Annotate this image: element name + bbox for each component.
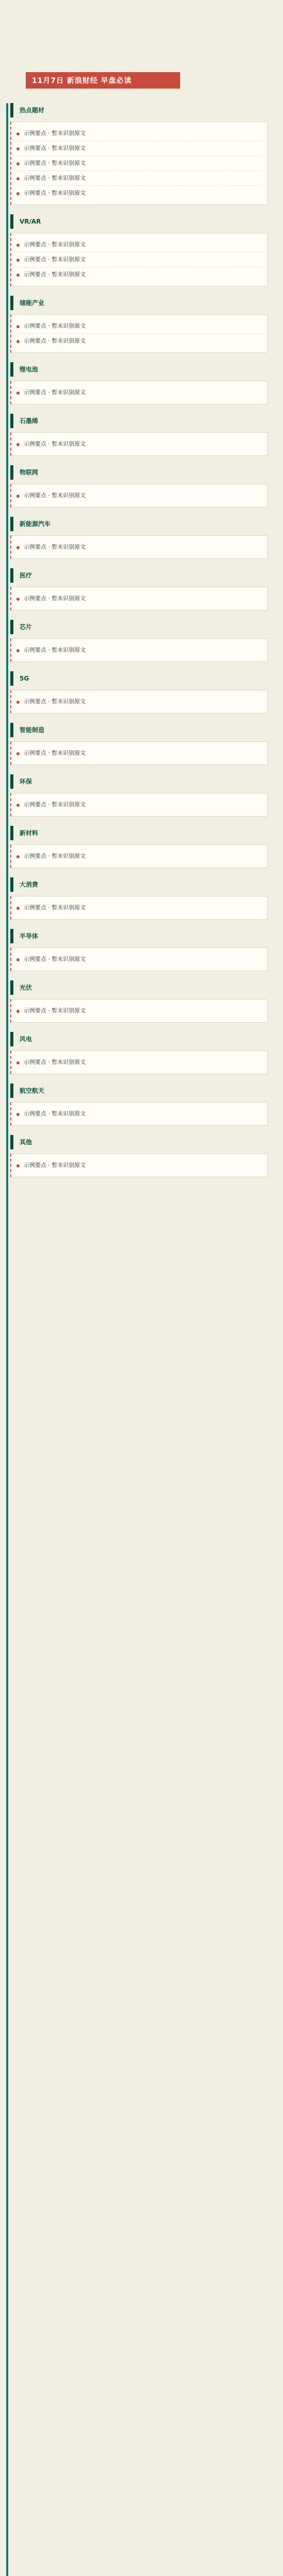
list-item-text: 示例要点 · 暂未识别原文: [24, 256, 86, 263]
list-item-text: 示例要点 · 暂未识别原文: [24, 389, 86, 396]
section-body: [10, 432, 268, 456]
list-item-text: 示例要点 · 暂未识别原文: [24, 323, 86, 329]
bullet-icon: [16, 598, 20, 601]
list-item-text: 示例要点 · 暂未识别原文: [24, 175, 86, 181]
list-item-text: 示例要点 · 暂未识别原文: [24, 595, 86, 602]
list-item-text: 示例要点 · 暂未识别原文: [24, 190, 86, 196]
list-item: [16, 252, 262, 267]
section-header: 储能产业: [10, 296, 50, 310]
section-body: [10, 896, 268, 920]
section-header: 5G: [10, 671, 35, 686]
bullet-icon: [16, 325, 20, 328]
list-item: [16, 901, 262, 915]
timeline-line: [6, 103, 8, 2576]
bullet-icon: [16, 443, 20, 446]
list-item: [16, 156, 262, 171]
section-header: 石墨烯: [10, 414, 44, 428]
bullet-icon: [16, 162, 20, 165]
section-header: 芯片: [10, 620, 38, 634]
section-header: 新材料: [10, 826, 44, 840]
section: [10, 1135, 268, 1177]
section-header: 航空航天: [10, 1083, 50, 1098]
section: [10, 671, 268, 714]
list-item-text: 示例要点 · 暂未识别原文: [24, 1110, 86, 1117]
list-item-text: 示例要点 · 暂未识别原文: [24, 956, 86, 962]
section-body: [10, 381, 268, 404]
section: [10, 1032, 268, 1074]
bullet-icon: [16, 274, 20, 277]
list-item: [16, 591, 262, 606]
bullet-icon: [16, 495, 20, 498]
page-title: 11月7日 新浪财经 早盘必读: [26, 72, 180, 89]
section: [10, 774, 268, 817]
list-item-text: 示例要点 · 暂未识别原文: [24, 1007, 86, 1014]
list-item: [16, 1158, 262, 1173]
section-body: [10, 1050, 268, 1074]
section: [10, 877, 268, 920]
section: [10, 826, 268, 868]
list-item-text: 示例要点 · 暂未识别原文: [24, 1162, 86, 1168]
section-body: [10, 1154, 268, 1177]
list-item-text: 示例要点 · 暂未识别原文: [24, 750, 86, 756]
section-body: [10, 947, 268, 971]
section: [10, 723, 268, 765]
section-body: [10, 741, 268, 765]
section-header: 环保: [10, 774, 38, 789]
bullet-icon: [16, 147, 20, 150]
section: [10, 929, 268, 971]
list-item-text: 示例要点 · 暂未识别原文: [24, 492, 86, 499]
list-item: [16, 385, 262, 400]
bullet-icon: [16, 546, 20, 549]
section-header: 风电: [10, 1032, 38, 1046]
section-body: [10, 484, 268, 507]
section-body: [10, 1102, 268, 1126]
section-body: [10, 638, 268, 662]
list-item: [16, 437, 262, 451]
list-item: [16, 186, 262, 200]
list-item: [16, 1055, 262, 1070]
list-item-text: 示例要点 · 暂未识别原文: [24, 241, 86, 248]
list-item: [16, 141, 262, 156]
list-item-text: 示例要点 · 暂未识别原文: [24, 698, 86, 705]
section-body: [10, 122, 268, 205]
list-item-text: 示例要点 · 暂未识别原文: [24, 440, 86, 447]
section: [10, 214, 268, 286]
bullet-icon: [16, 244, 20, 247]
list-item-text: 示例要点 · 暂未识别原文: [24, 544, 86, 550]
section-header: 大消费: [10, 877, 44, 892]
bullet-icon: [16, 192, 20, 195]
bullet-icon: [16, 1010, 20, 1013]
bullet-icon: [16, 855, 20, 858]
section-body: [10, 233, 268, 286]
list-item: [16, 238, 262, 252]
list-item-text: 示例要点 · 暂未识别原文: [24, 647, 86, 653]
bullet-icon: [16, 132, 20, 135]
list-item: [16, 171, 262, 186]
section-header: 新能源汽车: [10, 517, 57, 531]
section-header: 光伏: [10, 980, 38, 995]
bullet-icon: [16, 958, 20, 961]
bullet-icon: [16, 907, 20, 910]
bullet-icon: [16, 649, 20, 652]
list-item: [16, 126, 262, 141]
list-item: [16, 798, 262, 812]
bullet-icon: [16, 701, 20, 704]
section-header: 医疗: [10, 568, 38, 583]
list-item: [16, 267, 262, 282]
section-body: [10, 999, 268, 1023]
section: [10, 1083, 268, 1126]
bullet-icon: [16, 1113, 20, 1116]
section-header: 其他: [10, 1135, 38, 1149]
list-item: [16, 1107, 262, 1121]
bullet-icon: [16, 752, 20, 755]
list-item-text: 示例要点 · 暂未识别原文: [24, 160, 86, 166]
bullet-icon: [16, 1061, 20, 1064]
bullet-icon: [16, 177, 20, 180]
page-title-wrap: [0, 72, 283, 93]
section-header: 物联网: [10, 465, 44, 480]
list-item-text: 示例要点 · 暂未识别原文: [24, 337, 86, 344]
list-item: [16, 849, 262, 863]
list-item-text: 示例要点 · 暂未识别原文: [24, 801, 86, 808]
list-item-text: 示例要点 · 暂未识别原文: [24, 904, 86, 911]
section: [10, 620, 268, 662]
section: [10, 517, 268, 559]
bullet-icon: [16, 1164, 20, 1167]
bullet-icon: [16, 259, 20, 262]
list-item: [16, 746, 262, 760]
section: [10, 362, 268, 404]
section-header: VR/AR: [10, 214, 47, 229]
list-item: [16, 643, 262, 657]
section-header: 热点题材: [10, 103, 50, 117]
section: [10, 103, 268, 205]
list-item-text: 示例要点 · 暂未识别原文: [24, 130, 86, 137]
section-body: [10, 314, 268, 353]
list-item: [16, 952, 262, 967]
section-header: 半导体: [10, 929, 44, 943]
section: [10, 465, 268, 507]
list-item: [16, 334, 262, 348]
section: [10, 296, 268, 353]
section: [10, 414, 268, 456]
section: [10, 980, 268, 1023]
section-body: [10, 535, 268, 559]
section: [10, 568, 268, 611]
list-item: [16, 1004, 262, 1018]
list-item-text: 示例要点 · 暂未识别原文: [24, 1059, 86, 1065]
section-body: [10, 793, 268, 817]
list-item: [16, 540, 262, 554]
section-header: 锂电池: [10, 362, 44, 377]
section-body: [10, 844, 268, 868]
list-item: [16, 488, 262, 503]
section-body: [10, 587, 268, 611]
list-item-text: 示例要点 · 暂未识别原文: [24, 853, 86, 859]
list-item-text: 示例要点 · 暂未识别原文: [24, 145, 86, 151]
list-item-text: 示例要点 · 暂未识别原文: [24, 271, 86, 278]
list-item: [16, 319, 262, 334]
list-item: [16, 694, 262, 709]
bullet-icon: [16, 340, 20, 343]
bullet-icon: [16, 804, 20, 807]
section-header: 智能制造: [10, 723, 50, 737]
bullet-icon: [16, 392, 20, 395]
section-body: [10, 690, 268, 714]
